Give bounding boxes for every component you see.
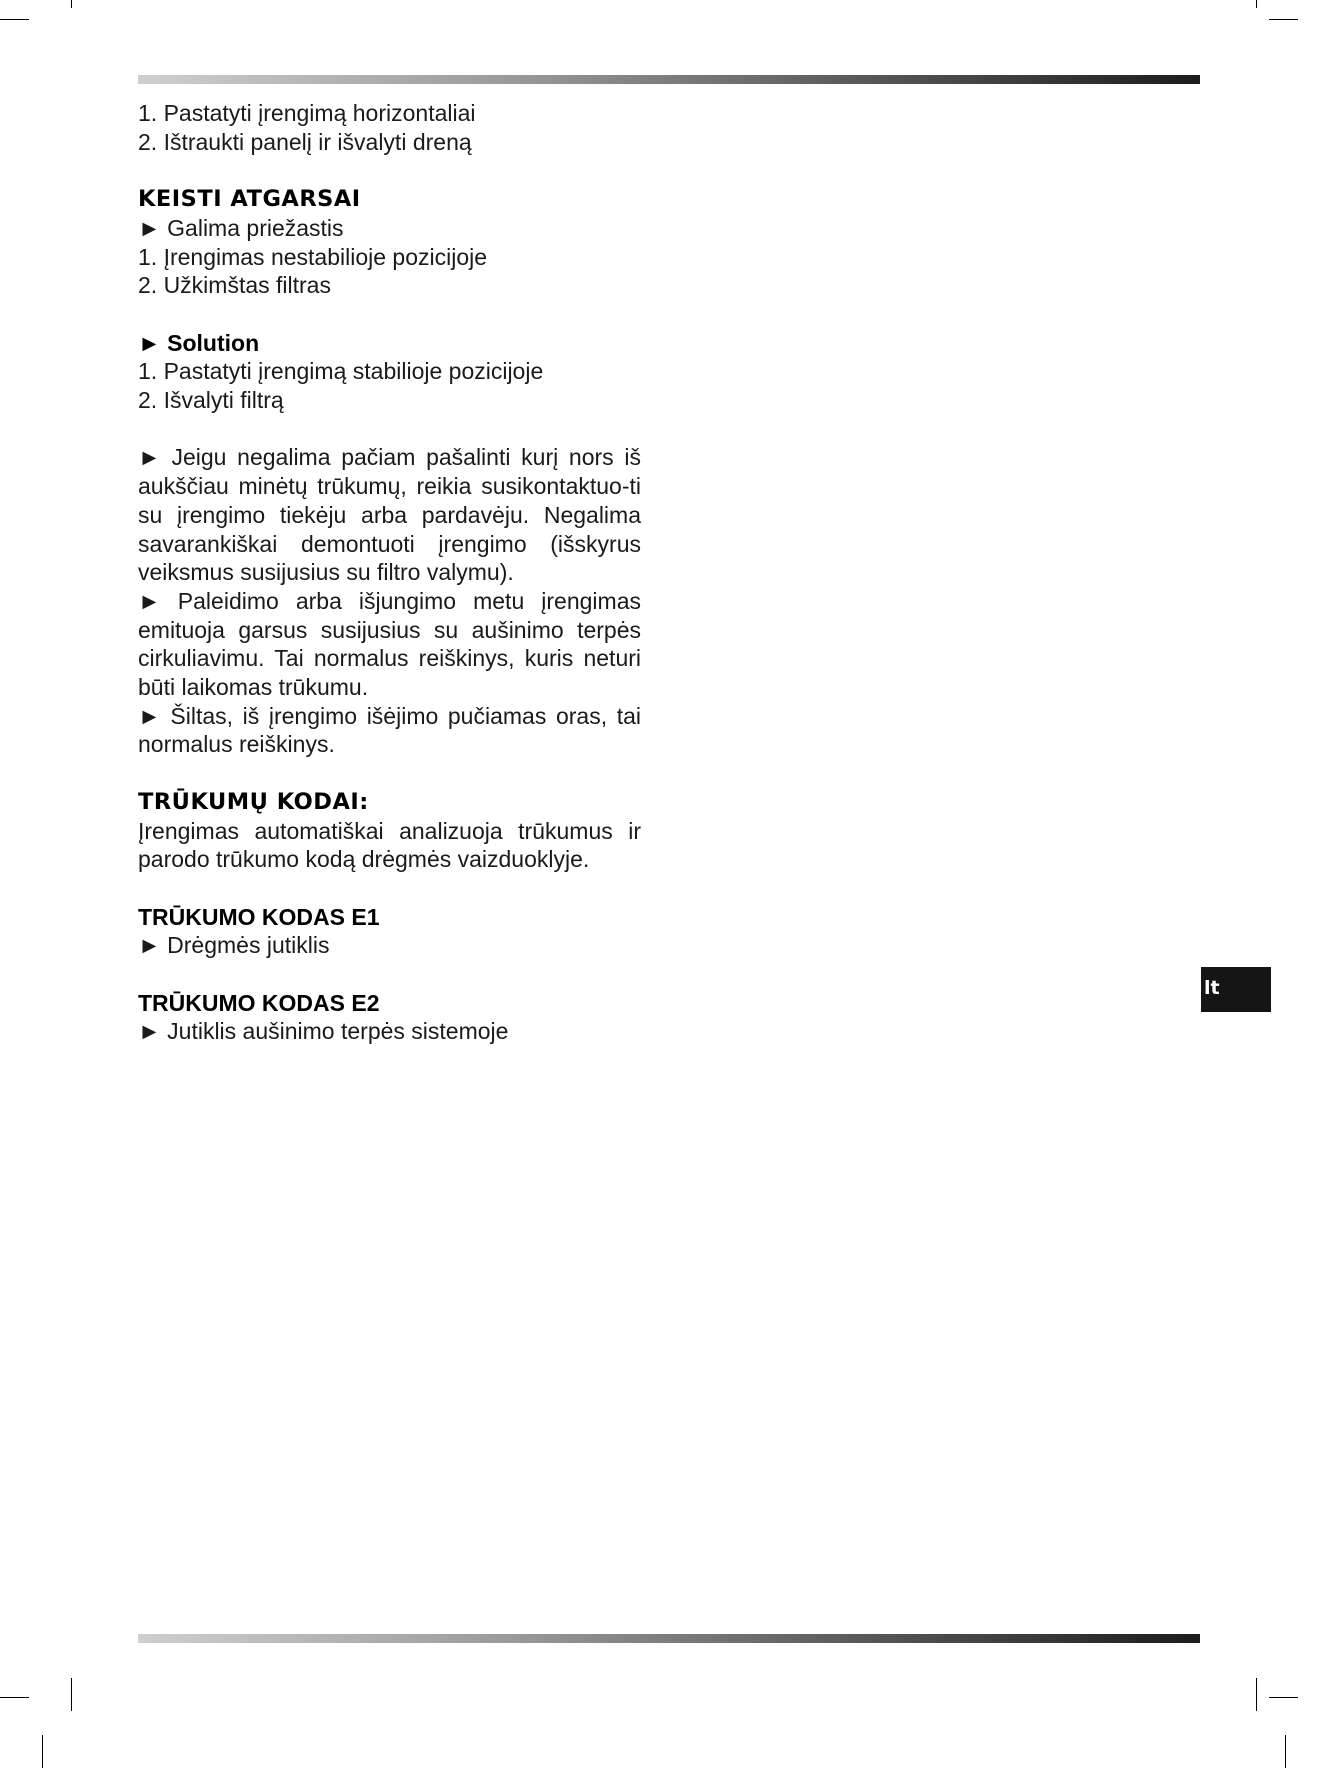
error-code-title: TRŪKUMO KODAS E2: [138, 989, 380, 1016]
noise-heading: KEISTI ATGARSAI: [138, 186, 361, 213]
solution-item: 2. Išvalyti filtrą: [138, 387, 284, 413]
language-tab: lt: [1201, 967, 1271, 1012]
crop-mark: [42, 1735, 43, 1768]
error-codes-heading: TRŪKUMŲ KODAI:: [138, 788, 369, 815]
cause-item: 1. Įrengimas nestabilioje pozicijoje: [138, 243, 488, 270]
intro-step: 1. Pastatyti įrengimą horizontaliai: [138, 100, 476, 126]
crop-mark: [1285, 1735, 1286, 1768]
crop-mark: [71, 1678, 72, 1711]
intro-step: 2. Ištraukti panelį ir išvalyti dreną: [138, 128, 472, 155]
manual-text-column: [138, 99, 641, 1046]
crop-mark: [0, 19, 29, 20]
solution-item: 1. Pastatyti įrengimą stabilioje pozicijoje: [138, 358, 544, 385]
crop-mark: [1269, 19, 1298, 20]
error-codes-description: Įrengimas automatiškai analizuoja trūkumus ir parodo trūkumo kodą drėgmės vaizduoklyje.: [138, 817, 641, 873]
bottom-gradient-rule: [138, 1634, 1200, 1643]
note-paragraph: ► Paleidimo arba išjungimo metu įrengimas emituoja garsus susijusius su aušinimo terpės cirkuliavimu. Tai normalus reiškinys, kuris neturi būti laikomas trūkumu.: [138, 587, 641, 701]
crop-mark: [0, 1697, 29, 1698]
crop-mark: [1256, 0, 1257, 8]
cause-item: 2. Užkimštas filtras: [138, 272, 331, 299]
error-code-title: TRŪKUMO KODAS E1: [138, 903, 380, 930]
crop-mark: [71, 0, 72, 8]
error-code-item: ► Jutiklis aušinimo terpės sistemoje: [138, 1018, 509, 1045]
crop-mark: [1269, 1697, 1298, 1698]
note-paragraph: ► Jeigu negalima pačiam pašalinti kurį nors iš aukščiau minėtų trūkumų, reikia susikontaktuo-ti su įrengimo tiekėju arba pardavėju. Negalima savarankiškai demontuoti įrengimo (išskyrus veiksmus susijusius su filtro valymu).: [138, 444, 641, 586]
note-paragraph: ► Šiltas, iš įrengimo išėjimo pučiamas oras, tai normalus reiškinys.: [138, 702, 641, 758]
cause-label: ► Galima priežastis: [138, 214, 344, 241]
error-code-item: ► Drėgmės jutiklis: [138, 932, 330, 959]
solution-label: ► Solution: [138, 329, 260, 356]
top-gradient-rule: [138, 75, 1200, 84]
crop-mark: [1256, 1678, 1257, 1711]
